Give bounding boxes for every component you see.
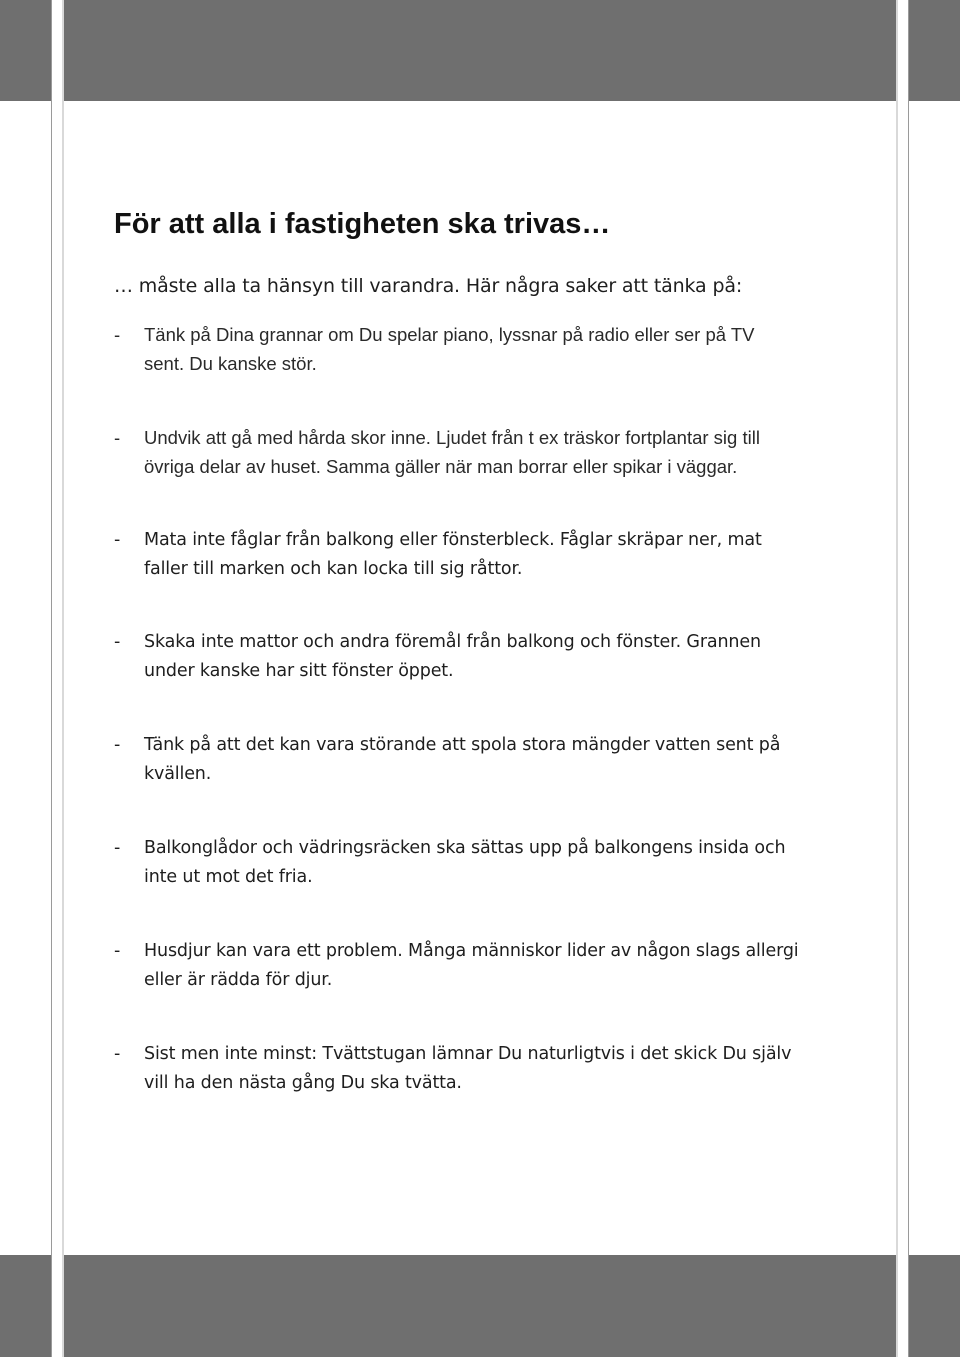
list-item-line: kvällen.: [144, 764, 212, 784]
list-item: [114, 526, 844, 584]
list-item-line: sent. Du kanske stör.: [144, 353, 317, 374]
list-item: [114, 834, 844, 892]
list-item-line: Sist men inte minst: Tvättstugan lämnar Du naturligtvis i det skick Du själv: [144, 1044, 792, 1064]
list-item-line: eller är rädda för djur.: [144, 970, 333, 990]
list-item-line: Mata inte fåglar från balkong eller fönsterbleck. Fåglar skräpar ner, mat: [144, 530, 762, 550]
bullet-dash: -: [114, 427, 121, 448]
intro-text: … måste alla ta hänsyn till varandra. Här några saker att tänka på:: [114, 275, 743, 297]
list-item: [114, 320, 844, 378]
bottom-right-gray-block: [909, 1255, 960, 1357]
list-item-line: Skaka inte mattor och andra föremål från balkong och fönster. Grannen: [144, 632, 761, 652]
list-item: [114, 1040, 844, 1098]
list-item-line: under kanske har sitt fönster öppet.: [144, 661, 454, 681]
list-item-line: vill ha den nästa gång Du ska tvätta.: [144, 1073, 462, 1093]
list-item-line: Tänk på att det kan vara störande att spola stora mängder vatten sent på: [144, 735, 781, 755]
list-item-line: Tänk på Dina grannar om Du spelar piano, lyssnar på radio eller ser på TV: [144, 324, 755, 345]
frame-left-rule: [62, 0, 64, 1357]
page-title: För att alla i fastigheten ska trivas…: [114, 208, 611, 240]
list-item: [114, 628, 844, 686]
list-item-line: Balkonglådor och vädringsräcken ska sättas upp på balkongens insida och: [144, 838, 786, 858]
list-item-line: faller till marken och kan locka till sig råttor.: [144, 559, 523, 579]
frame-right-line: [908, 0, 909, 1357]
frame-right-rule: [896, 0, 898, 1357]
top-center-gray-block: [64, 0, 896, 101]
bottom-center-gray-block: [64, 1255, 896, 1357]
list-item-line: inte ut mot det fria.: [144, 867, 313, 887]
list-item-line: Undvik att gå med hårda skor inne. Ljudet från t ex träskor fortplantar sig till: [144, 427, 760, 448]
list-item: [114, 731, 844, 789]
frame-left-line: [51, 0, 52, 1357]
list-item-line: övriga delar av huset. Samma gäller när man borrar eller spikar i väggar.: [144, 456, 738, 477]
list-item: [114, 423, 844, 481]
bullet-dash: -: [114, 941, 121, 961]
bullet-dash: -: [114, 530, 121, 550]
top-left-gray-block: [0, 0, 51, 101]
top-right-gray-block: [909, 0, 960, 101]
bullet-dash: -: [114, 838, 121, 858]
bullet-dash: -: [114, 632, 121, 652]
list-item-line: Husdjur kan vara ett problem. Många människor lider av någon slags allergi: [144, 941, 799, 961]
list-item: [114, 937, 844, 995]
bullet-dash: -: [114, 1044, 121, 1064]
bullet-dash: -: [114, 735, 121, 755]
bullet-dash: -: [114, 324, 121, 345]
bottom-left-gray-block: [0, 1255, 51, 1357]
